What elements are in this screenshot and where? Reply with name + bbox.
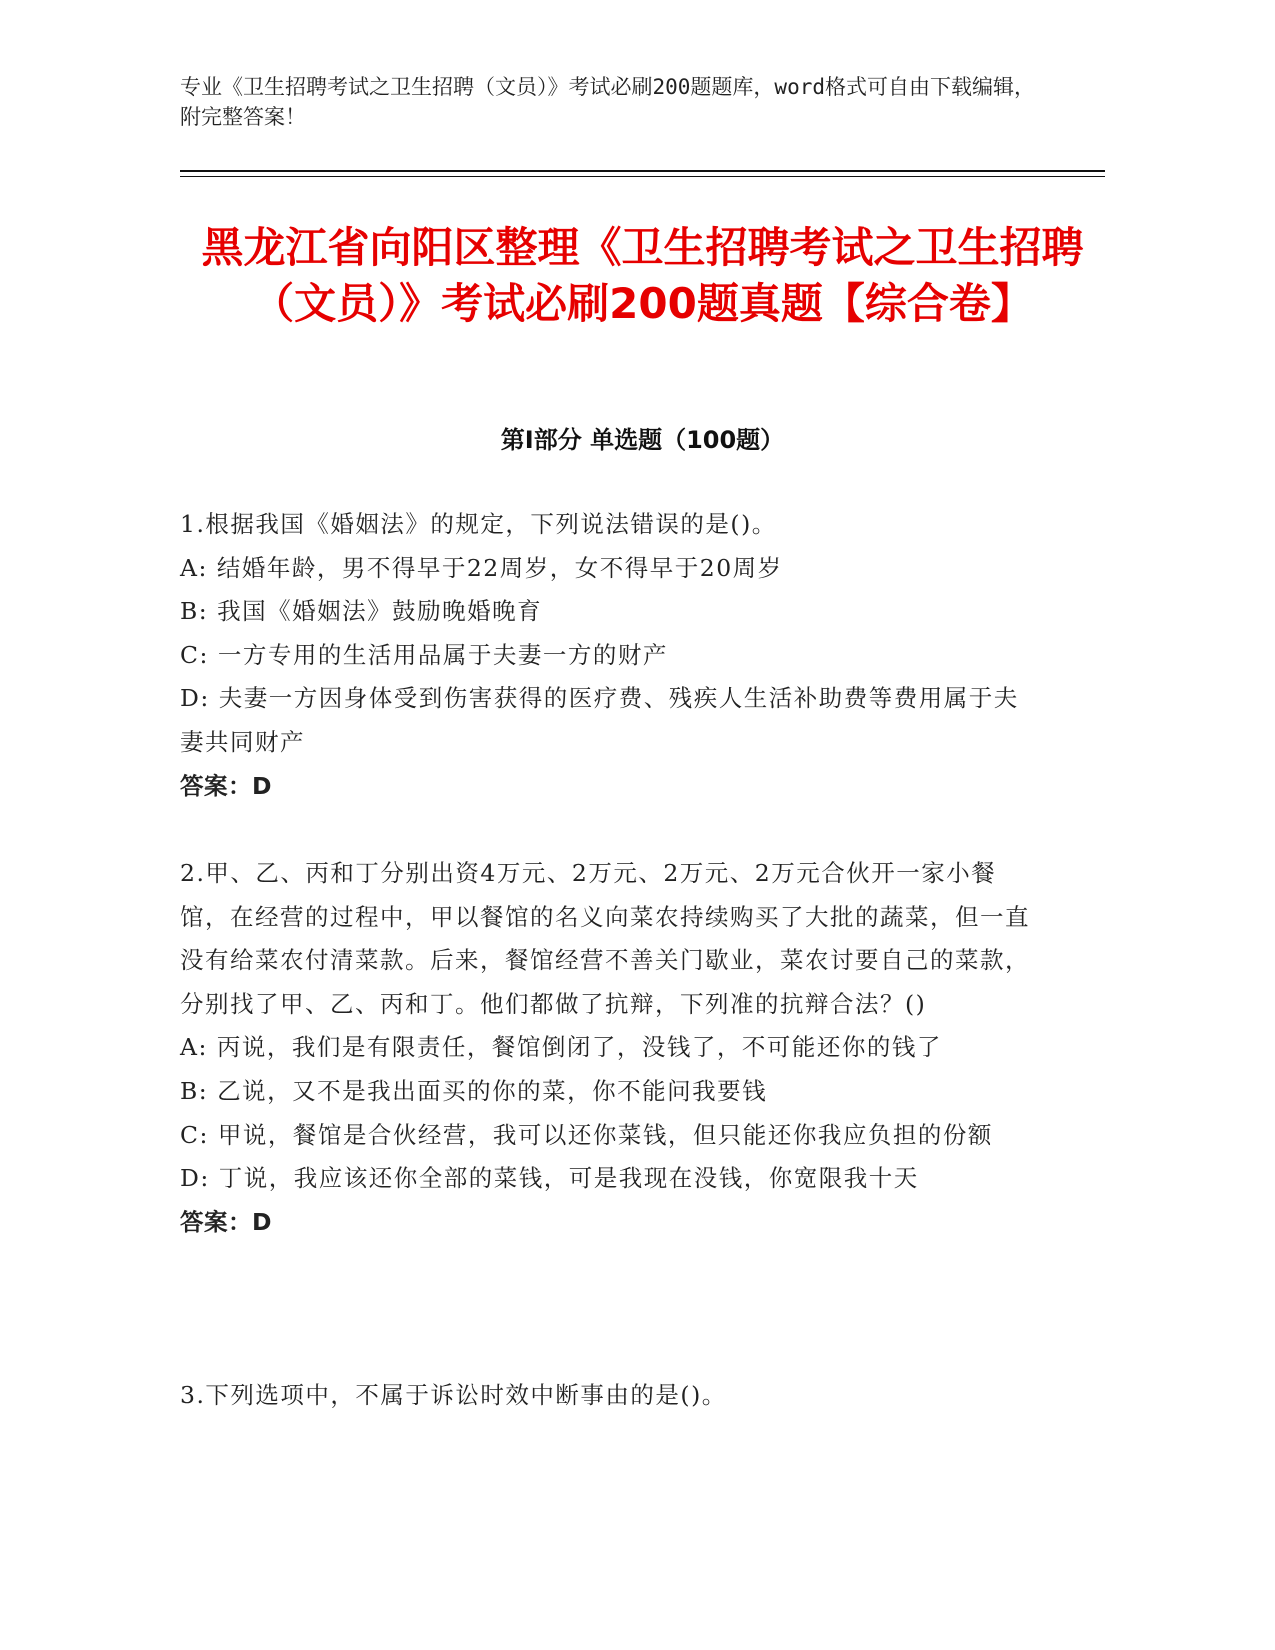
option-b: B: 乙说，又不是我出面买的你的菜，你不能问我要钱 — [180, 1076, 768, 1105]
option-b: B: 我国《婚姻法》鼓励晚婚晚育 — [180, 597, 543, 626]
option-d: D: 夫妻一方因身体受到伤害获得的医疗费、残疾人生活补助费等费用属于夫妻共同财产 — [180, 684, 1019, 756]
document-title: 黑龙江省向阳区整理《卫生招聘考试之卫生招聘（文员）》考试必刷200题真题【综合卷】 — [201, 223, 1084, 328]
option-c: C: 甲说，餐馆是合伙经营，我可以还你菜钱，但只能还你我应负担的份额 — [180, 1120, 993, 1149]
question-2 — [180, 852, 1040, 1244]
header-rule-thick — [180, 170, 1105, 172]
question-stem: 2.甲、乙、丙和丁分别出资4万元、2万元、2万元、2万元合伙开一家小餐馆，在经营的过程中，甲以餐馆的名义向菜农持续购买了大批的蔬菜，但一直没有给菜农付清菜款。后来，餐馆经营不善关门歇业，菜农讨要自己的菜款，分别找了甲、乙、丙和丁。他们都做了抗辩，下列准的抗辩合法？() — [180, 859, 1030, 1018]
question-3 — [180, 1374, 1040, 1418]
section-title: 第Ⅰ部分 单选题（100题） — [500, 426, 785, 454]
answer: 答案：D — [180, 1207, 273, 1236]
header-note: 专业《卫生招聘考试之卫生招聘（文员）》考试必刷200题题库，word格式可自由下载编辑，附完整答案！ — [180, 75, 1035, 129]
question-1 — [180, 503, 1040, 808]
option-a: A: 丙说，我们是有限责任，餐馆倒闭了，没钱了，不可能还你的钱了 — [180, 1033, 942, 1062]
option-a: A: 结婚年龄，男不得早于22周岁，女不得早于20周岁 — [180, 553, 783, 582]
option-c: C: 一方专用的生活用品属于夫妻一方的财产 — [180, 640, 668, 669]
question-stem: 1.根据我国《婚姻法》的规定，下列说法错误的是()。 — [180, 510, 777, 538]
answer: 答案：D — [180, 771, 273, 800]
header-rule-thin — [180, 176, 1105, 177]
question-stem: 3.下列选项中，不属于诉讼时效中断事由的是()。 — [180, 1381, 727, 1409]
option-d: D: 丁说，我应该还你全部的菜钱，可是我现在没钱，你宽限我十天 — [180, 1164, 919, 1193]
